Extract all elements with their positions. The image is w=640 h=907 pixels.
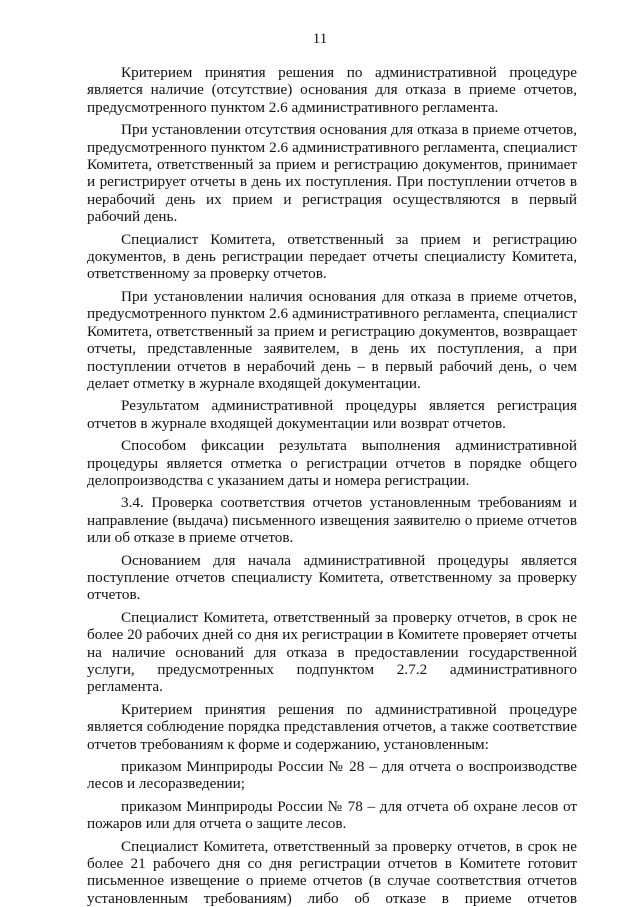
paragraph: Специалист Комитета, ответственный за проверку отчетов, в срок не более 20 рабочих дней со дня их регистрации в Комитете проверяет отчеты на наличие оснований для отказа в предоставлении государственной услуги, предусмотренных подпунктом 2.7.2 административного регламента. <box>87 608 577 696</box>
paragraph: Критерием принятия решения по административной процедуре является наличие (отсутствие) основания для отказа в приеме отчетов, предусмотренного пунктом 2.6 административного регламента. <box>87 64 577 116</box>
page-number: 11 <box>312 31 328 47</box>
paragraph: При установлении наличия основания для отказа в приеме отчетов, предусмотренного пунктом 2.6 административного регламента, специалист Комитета, ответственный за прием и регистрацию документов, возвращает отчеты, представленные заявителем, в день их поступления, а при поступлении отчетов в нерабочий день – в первый рабочий день, о чем делает отметку в журнале входящей документации. <box>87 287 577 392</box>
document-body <box>87 64 577 907</box>
paragraph: Специалист Комитета, ответственный за прием и регистрацию документов, в день регистрации передает отчеты специалисту Комитета, ответственному за проверку отчетов. <box>87 230 577 283</box>
paragraph: Способом фиксации результата выполнения административной процедуры является отметка о регистрации отчетов в порядке общего делопроизводства с указанием даты и номера регистрации. <box>87 437 577 489</box>
list-item: приказом Минприроды России № 78 – для отчета об охране лесов от пожаров или для отчета о защите лесов. <box>87 797 577 833</box>
section-heading-paragraph: 3.4. Проверка соответствия отчетов установленным требованиям и направление (выдача) письменного извещения заявителю о приеме отчетов или об отказе в приеме отчетов. <box>87 494 577 547</box>
paragraph: Результатом административной процедуры является регистрация отчетов в журнале входящей документации или возврат отчетов. <box>87 397 577 432</box>
paragraph: Основанием для начала административной процедуры является поступление отчетов специалисту Комитета, ответственному за проверку отчетов. <box>87 551 577 604</box>
list-item: приказом Минприроды России № 28 – для отчета о воспроизводстве лесов и лесоразведении; <box>87 758 577 793</box>
paragraph: При установлении отсутствия основания для отказа в приеме отчетов, предусмотренного пунктом 2.6 административного регламента, специалист Комитета, ответственный за прием и регистрацию документов, принимает и регистрирует отчеты в день их поступления. При поступлении отчетов в нерабочий день их прием и регистрация осуществляются в первый рабочий день. <box>87 121 577 226</box>
paragraph: Специалист Комитета, ответственный за проверку отчетов, в срок не более 21 рабочего дня со дня регистрации отчетов в Комитете готовит письменное извещение о приеме отчетов (в случае соответствия отчетов установленным требованиям) либо об отказе в приеме отчетов <box>87 837 577 907</box>
paragraph: Критерием принятия решения по административной процедуре является соблюдение порядка представления отчетов, а также соответствие отчетов требованиям к форме и содержанию, установленным: <box>87 700 577 753</box>
